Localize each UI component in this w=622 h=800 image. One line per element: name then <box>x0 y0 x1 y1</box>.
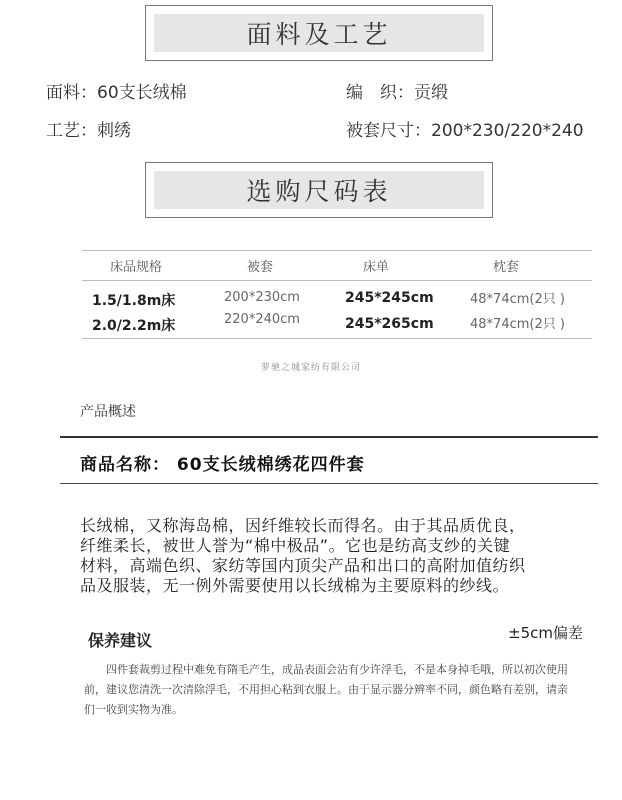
care-line: 前，建议您清洗一次清除浮毛，不用担心粘到衣服上。由于显示器分辨率不同，颜色略有差别，请亲 <box>84 683 568 696</box>
description-line: 纤维柔长，被世人誉为“棉中极品”。它也是纺高支纱的关键 <box>80 536 511 555</box>
size-chart-title-box <box>145 162 493 218</box>
fabric-process-title: 面料及工艺 <box>154 14 484 52</box>
row1-duvet: 200*230cm <box>224 290 300 305</box>
size-chart-title: 选购尺码表 <box>154 171 484 209</box>
fabric-spec: 面料：60支长绒棉 <box>46 83 187 103</box>
product-name: 商品名称： 60支长绒棉绣花四件套 <box>80 455 365 475</box>
row2-bed-size: 2.0/2.2m床 <box>92 318 176 334</box>
care-line: 们一收到实物为准。 <box>84 703 183 716</box>
description-line: 材料，高端色织、家纺等国内顶尖产品和出口的高附加值纺织 <box>80 556 526 575</box>
table-top-line <box>82 250 592 251</box>
description <box>80 516 600 596</box>
row2-sheet: 245*265cm <box>345 316 434 332</box>
duvet-size-spec: 被套尺寸：200*230/220*240 <box>346 121 584 141</box>
description-line: 长绒棉，又称海岛棉，因纤维较长而得名。由于其品质优良， <box>80 516 526 535</box>
header-sheet: 床单 <box>362 260 389 275</box>
care-line: 四件套裁剪过程中难免有隋毛产生，成品表面会沾有少许浮毛，不是本身掉毛哦，所以初次使用 <box>106 663 568 676</box>
header-pillowcase: 枕套 <box>492 260 519 275</box>
product-name-bottom-rule <box>60 483 598 484</box>
table-header-line <box>82 280 592 281</box>
company-name: 萝驰之城家纺有限公司 <box>260 363 361 373</box>
product-name-top-rule <box>60 436 598 438</box>
header-bed-size: 床品规格 <box>109 260 162 275</box>
fabric-process-title-box <box>145 5 493 61</box>
header-duvet: 被套 <box>246 260 273 275</box>
weave-spec: 编 织：贡缎 <box>346 83 448 103</box>
description-line: 品及服装，无一例外需要使用以长绒棉为主要原料的纱线。 <box>80 576 510 595</box>
table-bottom-line <box>82 338 592 339</box>
overview-label: 产品概述 <box>80 404 136 420</box>
care-text <box>84 660 604 720</box>
row1-bed-size: 1.5/1.8m床 <box>92 293 176 309</box>
row2-pillowcase: 48*74cm(2只 ) <box>470 317 565 332</box>
size-tolerance: ±5cm偏差 <box>508 624 583 642</box>
row2-duvet: 220*240cm <box>224 312 300 327</box>
row1-pillowcase: 48*74cm(2只 ) <box>470 292 565 307</box>
care-title: 保养建议 <box>88 631 153 650</box>
row1-sheet: 245*245cm <box>345 290 434 306</box>
process-spec: 工艺：刺绣 <box>46 121 131 141</box>
